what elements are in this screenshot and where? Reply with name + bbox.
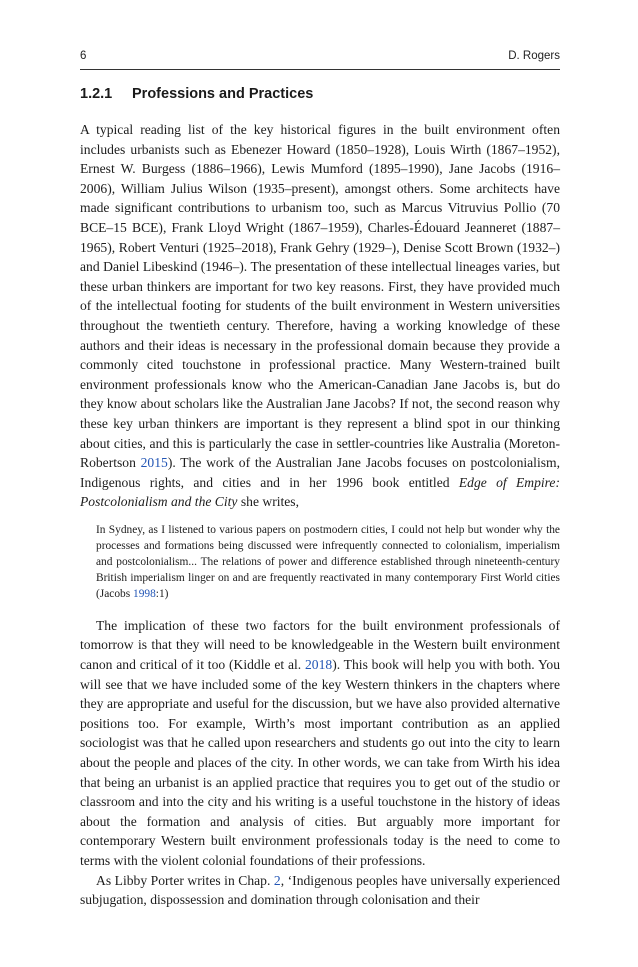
quote-text-b: :1) [155, 587, 169, 600]
paragraph-1-text-b: ). The work of the Australian Jane Jacobs focuses on postcolonialism, Indigenous rights, and cities and in her 1996 book entitled [80, 455, 560, 490]
citation-link-2015[interactable]: 2015 [140, 455, 168, 471]
section-heading [80, 86, 313, 102]
block-quote [96, 522, 560, 602]
citation-link-2018[interactable]: 2018 [305, 657, 333, 673]
paragraph-3-text-a: As Libby Porter writes in Chap. [96, 872, 274, 888]
paragraph-3 [80, 871, 560, 910]
paragraph-2 [80, 616, 560, 871]
chapter-link-2[interactable]: 2 [273, 872, 281, 888]
body-text [80, 120, 560, 910]
running-author: D. Rogers [508, 50, 560, 62]
quote-text-a: In Sydney, as I listened to various papers on postmodern cities, I could not help but wonder why the processes and formations being discussed were infrequently connected to colonialism, imperialism and postcolonialism... The relations of power and difference established through nineteenth-century British imperialism linger on and are frequently reactivated in many contemporary First World cities (Jacobs [96, 523, 560, 600]
page-number: 6 [80, 50, 87, 62]
citation-link-1998[interactable]: 1998 [133, 587, 156, 600]
running-header [80, 50, 560, 62]
book-title: Edge of Empire: Postcolonialism and the City [80, 474, 560, 510]
paragraph-3-text-b: , ‘Indigenous peoples have universally experienced subjugation, dispossession and domination through colonisation and their [80, 872, 560, 908]
section-number: 1.2.1 [80, 86, 113, 102]
paragraph-1 [80, 120, 560, 512]
paragraph-1-text-c: she writes, [237, 494, 299, 510]
section-title: Professions and Practices [132, 86, 314, 102]
paragraph-1-text-a: A typical reading list of the key historical figures in the built environment often includes urbanists such as Ebenezer Howard (1850–1928), Louis Wirth (1867–1952), Ernest W. Burgess (1886–1966), Lewis Mumford (1895–1990), Jane Jacobs (1916–2006), William Julius Wilson (1935–present), amongst others. Some architects have made significant contributions to urbanism too, such as Marcus Vitruvius Pollio (70 BCE–15 BCE), Frank Lloyd Wright (1867–1959), Charles-Édouard Jeanneret (1887–1965), Robert Venturi (1925–2018), Frank Gehry (1929–), Denise Scott Brown (1932–) and Daniel Libeskind (1946–). The presentation of these intellectual lineages varies, but these urban thinkers are important for two key reasons. First, they have provided much of the intellectual footing for students of the built environment in Western universities throughout the twentieth century. Therefore, having a working knowledge of these authors and their ideas is necessary in the professional domain because they provide a commonly cited touchstone in professional practice. Many Western-trained built environment professionals know who the American-Canadian Jane Jacobs is, but do they know about scholars like the Australian Jane Jacobs? If not, the second reason why these key urban thinkers are important is they represent a blind spot in our thinking about cities, and this is particularly the case in settler-countries like Australia (Moreton-Robertson [80, 122, 560, 471]
header-rule [80, 69, 560, 70]
paragraph-2-text-a: The implication of these two factors for the built environment professionals of tomorrow is that they will need to be knowledgeable in the Western built environment canon and critical of it too (Kiddle et al. [80, 617, 560, 673]
paragraph-2-text-b: ). This book will help you with both. You will see that we have included some of the key Western thinkers in the chapters where they are appropriate and useful for the discussion, but we have also provided alternative positions too. For example, Wirth’s most important contribution as an applied sociologist was that he called upon researchers and students go out into the city to learn about the people and places of the city. In other words, we can take from Wirth his idea that being an urbanist is an applied practice that requires you to get out of the studio or classroom and into the city and his writing is a useful touchstone in the history of ideas about the formation and analysis of cities. But arguably more important for contemporary Western built environment professionals today is the need to come to terms with the violent colonial foundations of their professions. [80, 657, 560, 868]
